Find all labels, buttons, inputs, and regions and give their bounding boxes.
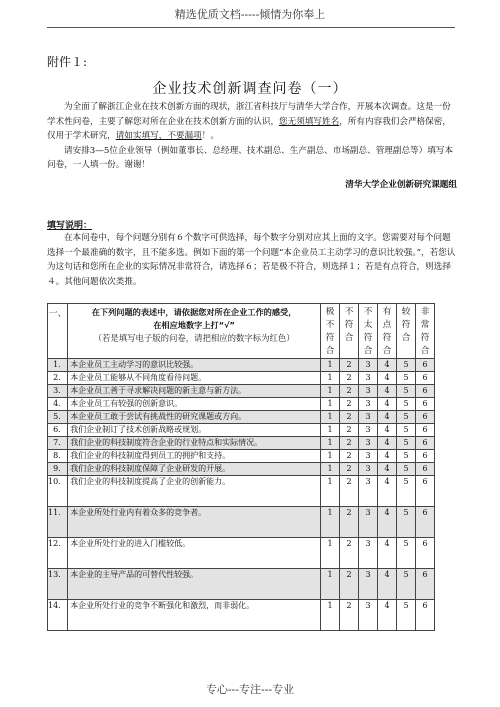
table-row — [48, 385, 435, 398]
scale-header-5: 较 符 合 — [397, 304, 416, 359]
choice-3[interactable]: 3 — [359, 538, 378, 569]
choice-2[interactable]: 2 — [340, 385, 359, 398]
table-row — [48, 476, 435, 507]
question-text: 我们企业的科技制度提高了企业的创新能力。 — [68, 476, 321, 507]
choice-3[interactable]: 3 — [359, 359, 378, 372]
question-text: 本企业员工能够从不同角度看待问题。 — [68, 372, 321, 385]
choice-3[interactable]: 3 — [359, 507, 378, 538]
table-row — [48, 507, 435, 538]
choice-1[interactable]: 1 — [321, 569, 340, 600]
page-title: 企业技术创新调查问卷（一） — [152, 81, 348, 97]
signature: 清华大学企业创新研究课题组 — [345, 180, 457, 190]
question-text: 本企业所处行业的竞争不断强化和激烈，而非弱化。 — [68, 600, 321, 631]
choice-6[interactable]: 6 — [416, 398, 435, 411]
scale-header-4: 有 点 符 合 — [378, 304, 397, 359]
choice-4[interactable]: 4 — [378, 569, 397, 600]
choice-4[interactable]: 4 — [378, 359, 397, 372]
choice-2[interactable]: 2 — [340, 463, 359, 476]
scale-header-2: 不 符 合 — [340, 304, 359, 359]
intro-text-a: 为全面了解浙江企业在技术创新方面的现状，浙江省科技厅与清华大学合作，开展本次调查。这是一份学术性问卷，主要了解您对所在企业在技术创新方面的认识， — [47, 102, 451, 127]
choice-2[interactable]: 2 — [340, 600, 359, 631]
choice-6[interactable]: 6 — [416, 600, 435, 631]
page-header: 精选优质文档-----倾情为你奉上 — [174, 8, 326, 21]
choice-3[interactable]: 3 — [359, 463, 378, 476]
question-text: 本企业员工有较强的创新意识。 — [68, 398, 321, 411]
header-line-1: 在下列问题的表述中，请依据您对所在企业工作的感受， — [91, 307, 297, 317]
choice-1[interactable]: 1 — [321, 385, 340, 398]
choice-5[interactable]: 5 — [397, 411, 416, 424]
choice-2[interactable]: 2 — [340, 359, 359, 372]
choice-3[interactable]: 3 — [359, 424, 378, 437]
choice-6[interactable]: 6 — [416, 476, 435, 507]
choice-2[interactable]: 2 — [340, 569, 359, 600]
choice-2[interactable]: 2 — [340, 476, 359, 507]
question-text: 我们企业的科技制度符合企业的行业特点和实际情况。 — [68, 437, 321, 450]
intro-paragraph-1 — [47, 100, 457, 144]
choice-6[interactable]: 6 — [416, 569, 435, 600]
choice-3[interactable]: 3 — [359, 600, 378, 631]
scale-header-6: 非 常 符 合 — [416, 304, 435, 359]
instructions-text: 在本问卷中，每个问题分别有６个数字可供选择，每个数字分别对应其上面的文字。您需要对每个问题选择一个最准确的数字，且不能多选。例如下面的第一个问题“本企业员工主动学习的意识比较强。”，若您认为这句话和您所在企业的实际情况非常符合，请选择６；若是极不符合，则选择１；若是有点符合，则选择４。其他问题依次类推。 — [47, 233, 456, 287]
intro-paragraph-2: 请安排3—5位企业领导（例如董事长、总经理、技术副总、生产副总、市场副总、管理副总等）填写本问卷，一人填一份。谢谢！ — [47, 145, 454, 170]
choice-6[interactable]: 6 — [416, 372, 435, 385]
choice-3[interactable]: 3 — [359, 569, 378, 600]
choice-1[interactable]: 1 — [321, 411, 340, 424]
choice-3[interactable]: 3 — [359, 476, 378, 507]
question-text: 本企业所处行业内有着众多的竞争者。 — [68, 507, 321, 538]
choice-2[interactable]: 2 — [340, 424, 359, 437]
choice-6[interactable]: 6 — [416, 411, 435, 424]
question-text: 本企业所处行业的进入门槛较低。 — [68, 538, 321, 569]
choice-3[interactable]: 3 — [359, 411, 378, 424]
choice-5[interactable]: 5 — [397, 398, 416, 411]
questionnaire-table — [47, 303, 435, 631]
table-row — [48, 538, 435, 569]
choice-6[interactable]: 6 — [416, 463, 435, 476]
choice-1[interactable]: 1 — [321, 538, 340, 569]
choice-4[interactable]: 4 — [378, 538, 397, 569]
table-row — [48, 463, 435, 476]
choice-5[interactable]: 5 — [397, 437, 416, 450]
question-number: 13． — [48, 569, 68, 600]
choice-4[interactable]: 4 — [378, 507, 397, 538]
table-row — [48, 359, 435, 372]
table-row — [48, 424, 435, 437]
choice-5[interactable]: 5 — [397, 463, 416, 476]
choice-5[interactable]: 5 — [397, 600, 416, 631]
choice-6[interactable]: 6 — [416, 359, 435, 372]
intro-underline-2: 请如实填写，不要漏项 — [115, 131, 202, 141]
question-number: 14． — [48, 600, 68, 631]
table-row — [48, 450, 435, 463]
choice-3[interactable]: 3 — [359, 385, 378, 398]
choice-2[interactable]: 2 — [340, 437, 359, 450]
choice-4[interactable]: 4 — [378, 372, 397, 385]
choice-2[interactable]: 2 — [340, 538, 359, 569]
choice-3[interactable]: 3 — [359, 398, 378, 411]
choice-5[interactable]: 5 — [397, 507, 416, 538]
header-rule — [47, 27, 455, 28]
question-number: 5． — [48, 411, 68, 424]
question-number: 6． — [48, 424, 68, 437]
question-number: 2． — [48, 372, 68, 385]
question-text: 本企业的主导产品的可替代性较强。 — [68, 569, 321, 600]
choice-6[interactable]: 6 — [416, 450, 435, 463]
question-number: 8． — [48, 450, 68, 463]
choice-4[interactable]: 4 — [378, 463, 397, 476]
choice-6[interactable]: 6 — [416, 538, 435, 569]
choice-5[interactable]: 5 — [397, 385, 416, 398]
choice-4[interactable]: 4 — [378, 450, 397, 463]
intro — [47, 100, 457, 173]
choice-1[interactable]: 1 — [321, 600, 340, 631]
question-text: 我们企业的科技制度得到员工的拥护和支持。 — [68, 450, 321, 463]
question-number: 3． — [48, 385, 68, 398]
question-text: 我们企业制订了技术创新战略或规划。 — [68, 424, 321, 437]
choice-1[interactable]: 1 — [321, 359, 340, 372]
choice-6[interactable]: 6 — [416, 385, 435, 398]
choice-5[interactable]: 5 — [397, 569, 416, 600]
choice-2[interactable]: 2 — [340, 450, 359, 463]
header-line-2: 在相应地数字上打“√” — [153, 320, 235, 330]
question-text: 本企业员工善于寻求解决问题的新主意与新方法。 — [68, 385, 321, 398]
choice-4[interactable]: 4 — [378, 600, 397, 631]
choice-6[interactable]: 6 — [416, 437, 435, 450]
choice-2[interactable]: 2 — [340, 507, 359, 538]
intro-underline-1: 您无须填写姓名 — [279, 116, 340, 127]
scale-header-3: 不 太 符 合 — [359, 304, 378, 359]
choice-5[interactable]: 5 — [397, 372, 416, 385]
choice-5[interactable]: 5 — [397, 476, 416, 507]
choice-6[interactable]: 6 — [416, 507, 435, 538]
question-text: 本企业员工敢于尝试有挑战性的研究课题或方向。 — [68, 411, 321, 424]
choice-4[interactable]: 4 — [378, 398, 397, 411]
question-number: 9． — [48, 463, 68, 476]
choice-4[interactable]: 4 — [378, 476, 397, 507]
question-number: 12． — [48, 538, 68, 569]
scale-header-1: 极 不 符 合 — [321, 304, 340, 359]
choice-1[interactable]: 1 — [321, 463, 340, 476]
choice-4[interactable]: 4 — [378, 385, 397, 398]
choice-4[interactable]: 4 — [378, 411, 397, 424]
choice-3[interactable]: 3 — [359, 450, 378, 463]
intro-text-b: ，所有内容我们会严格保密，仅用于学术研究， — [47, 116, 451, 141]
choice-3[interactable]: 3 — [359, 437, 378, 450]
question-number: 4． — [48, 398, 68, 411]
header-note: （若是填写电子版的问卷，请把相应的数字标为红色） — [93, 333, 295, 343]
table-row — [48, 569, 435, 600]
choice-1[interactable]: 1 — [321, 507, 340, 538]
table-row — [48, 411, 435, 424]
question-number: 7． — [48, 437, 68, 450]
table-header-row — [48, 304, 435, 359]
question-number: 11． — [48, 507, 68, 538]
choice-5[interactable]: 5 — [397, 450, 416, 463]
question-text: 我们企业的科技制度保障了企业研发的开展。 — [68, 463, 321, 476]
choice-2[interactable]: 2 — [340, 411, 359, 424]
choice-1[interactable]: 1 — [321, 398, 340, 411]
instructions-title: 填写说明： — [47, 221, 93, 231]
table-row — [48, 398, 435, 411]
choice-3[interactable]: 3 — [359, 372, 378, 385]
choice-6[interactable]: 6 — [416, 424, 435, 437]
table-row — [48, 437, 435, 450]
choice-5[interactable]: 5 — [397, 538, 416, 569]
choice-1[interactable]: 1 — [321, 424, 340, 437]
table-row — [48, 600, 435, 631]
attachment-label: 附件１: — [47, 55, 88, 69]
section-number: 一、 — [48, 304, 68, 359]
choice-4[interactable]: 4 — [378, 424, 397, 437]
choice-1[interactable]: 1 — [321, 450, 340, 463]
choice-1[interactable]: 1 — [321, 437, 340, 450]
question-number: 10． — [48, 476, 68, 507]
choice-2[interactable]: 2 — [340, 398, 359, 411]
table-row — [48, 372, 435, 385]
question-text: 本企业员工主动学习的意识比较强。 — [68, 359, 321, 372]
choice-1[interactable]: 1 — [321, 372, 340, 385]
choice-2[interactable]: 2 — [340, 372, 359, 385]
choice-5[interactable]: 5 — [397, 424, 416, 437]
choice-1[interactable]: 1 — [321, 476, 340, 507]
table-header-text — [68, 304, 321, 359]
page-footer: 专心---专注---专业 — [205, 683, 295, 696]
question-number: 1． — [48, 359, 68, 372]
choice-5[interactable]: 5 — [397, 359, 416, 372]
choice-4[interactable]: 4 — [378, 437, 397, 450]
intro-text-c: ！。 — [201, 131, 219, 141]
